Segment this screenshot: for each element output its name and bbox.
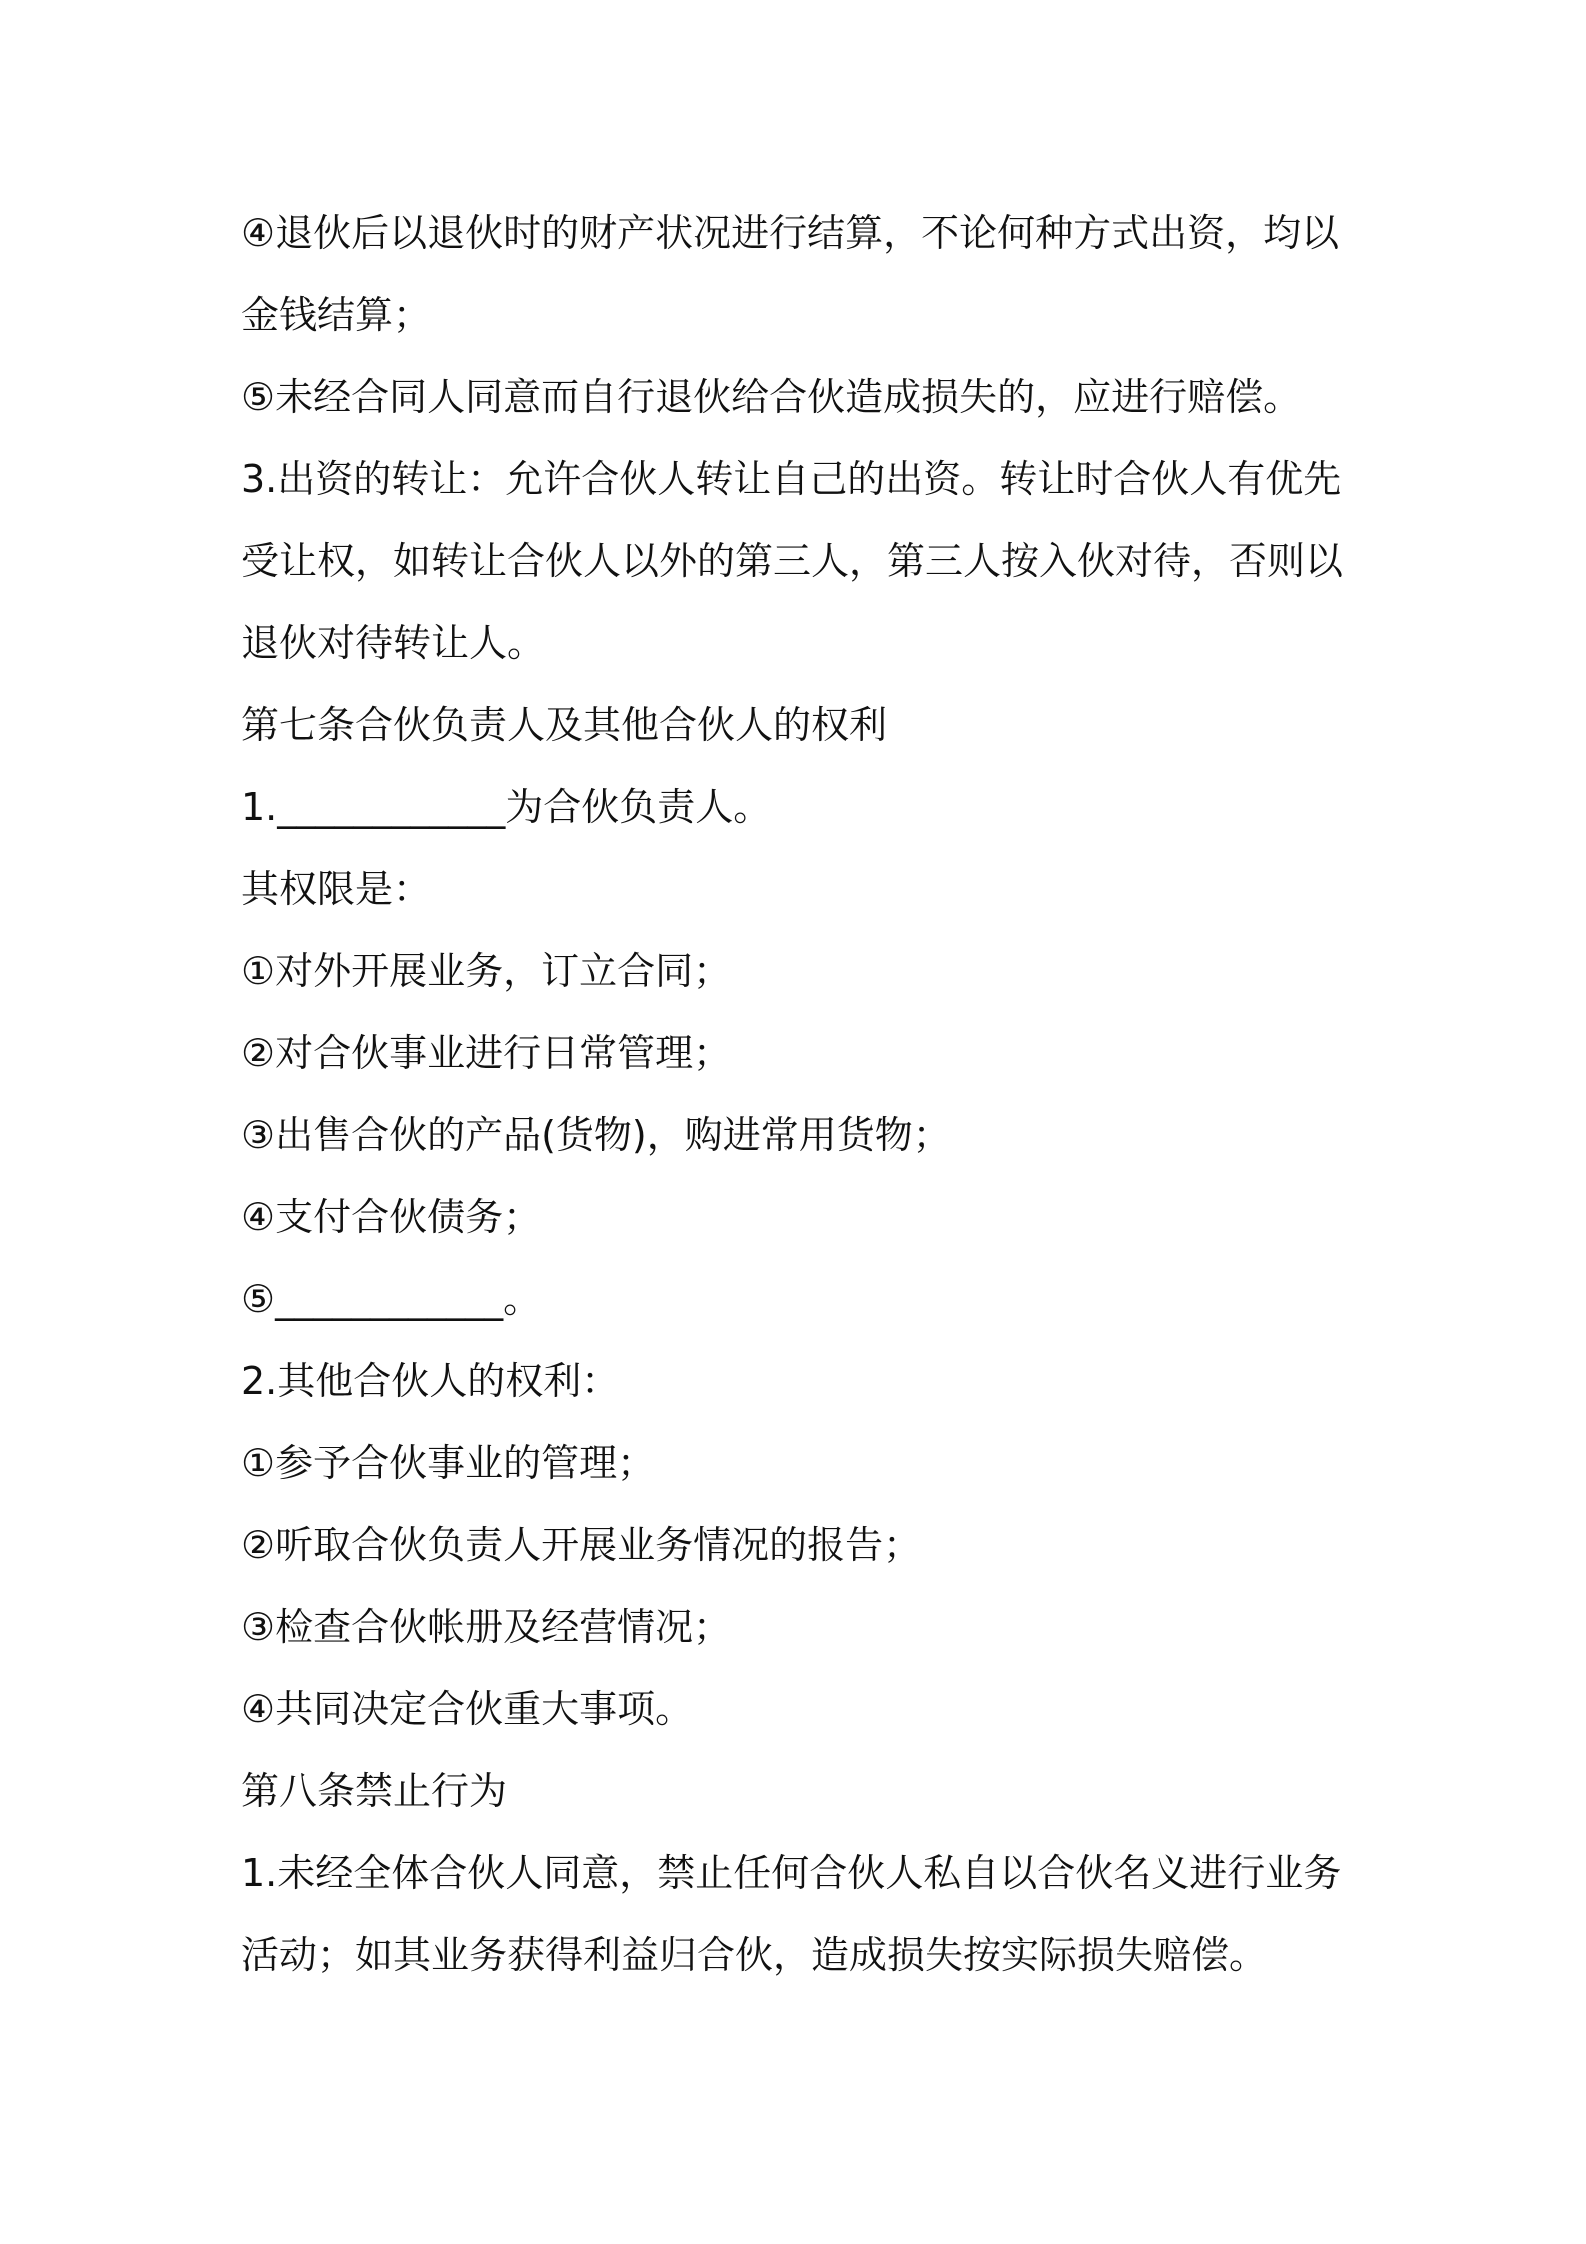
clause-withdrawal-compensation: ⑤未经合同人同意而自行退伙给合伙造成损失的，应进行赔偿。 (241, 375, 1302, 419)
clause-other-partners-rights: 2.其他合伙人的权利： (241, 1359, 620, 1403)
rights-item-4: ④共同决定合伙重大事项。 (241, 1687, 694, 1731)
authority-item-4: ④支付合伙债务； (241, 1195, 542, 1239)
clause-withdrawal-settlement: ④退伙后以退伙时的财产状况进行结算，不论何种方式出资，均以金钱结算； (241, 211, 1340, 337)
rights-item-1: ①参予合伙事业的管理； (241, 1441, 656, 1485)
article-eight-heading: 第八条禁止行为 (241, 1769, 508, 1813)
clause-prohibited-conduct: 1.未经全体合伙人同意，禁止任何合伙人私自以合伙名义进行业务活动；如其业务获得利益归合伙，造成损失按实际损失赔偿。 (241, 1851, 1342, 1977)
rights-item-2: ②听取合伙负责人开展业务情况的报告； (241, 1523, 922, 1567)
authority-item-1: ①对外开展业务，订立合同； (241, 949, 732, 993)
article-seven-heading: 第七条合伙负责人及其他合伙人的权利 (241, 703, 888, 747)
rights-item-3: ③检查合伙帐册及经营情况； (241, 1605, 732, 1649)
document-body (241, 192, 1361, 1996)
authority-item-3: ③出售合伙的产品(货物)，购进常用货物； (241, 1113, 951, 1157)
authority-item-5: ⑤____________。 (241, 1277, 542, 1321)
clause-responsible-partner: 1.____________为合伙负责人。 (241, 785, 772, 829)
authority-item-2: ②对合伙事业进行日常管理； (241, 1031, 732, 1075)
clause-capital-transfer: 3.出资的转让：允许合伙人转让自己的出资。转让时合伙人有优先受让权，如转让合伙人以外的第三人，第三人按入伙对待，否则以退伙对待转让人。 (241, 457, 1344, 665)
authority-intro: 其权限是： (241, 867, 432, 911)
